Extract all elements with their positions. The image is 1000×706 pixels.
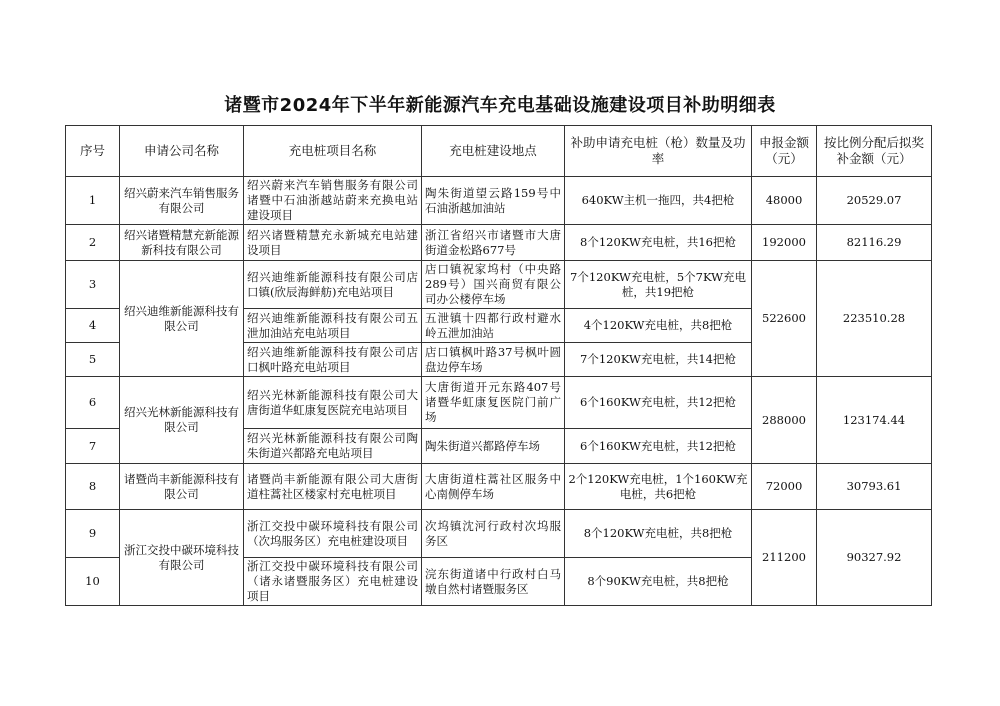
cell-project: 绍兴光林新能源科技有限公司陶朱街道兴都路充电站项目 bbox=[244, 429, 422, 464]
cell-amount: 211200 bbox=[752, 510, 817, 606]
header-subsidy: 按比例分配后拟奖补金额（元） bbox=[817, 126, 932, 177]
cell-company: 诸暨尚丰新能源科技有限公司 bbox=[120, 464, 244, 510]
cell-seq: 7 bbox=[66, 429, 120, 464]
header-project: 充电桩项目名称 bbox=[244, 126, 422, 177]
table-row bbox=[66, 225, 932, 261]
cell-seq: 8 bbox=[66, 464, 120, 510]
cell-seq: 4 bbox=[66, 309, 120, 343]
cell-count: 6个160KW充电桩，共12把枪 bbox=[565, 377, 752, 429]
cell-count: 8个120KW充电桩，共8把枪 bbox=[565, 510, 752, 558]
page-title: 诸暨市2024年下半年新能源汽车充电基础设施建设项目补助明细表 bbox=[224, 95, 776, 116]
cell-location: 陶朱街道兴都路停车场 bbox=[422, 429, 565, 464]
cell-company: 绍兴光林新能源科技有限公司 bbox=[120, 377, 244, 464]
header-count: 补助申请充电桩（枪）数量及功率 bbox=[565, 126, 752, 177]
cell-location: 大唐街道柱蒿社区服务中心南侧停车场 bbox=[422, 464, 565, 510]
cell-project: 诸暨尚丰新能源有限公司大唐街道柱蒿社区楼家村充电桩项目 bbox=[244, 464, 422, 510]
cell-amount: 192000 bbox=[752, 225, 817, 261]
cell-project: 绍兴迪维新能源科技有限公司店口镇(欣辰海鲜舫)充电站项目 bbox=[244, 261, 422, 309]
cell-location: 店口镇枫叶路37号枫叶圆盘边停车场 bbox=[422, 343, 565, 377]
table-row bbox=[66, 261, 932, 309]
cell-count: 7个120KW充电桩，5个7KW充电桩，共19把枪 bbox=[565, 261, 752, 309]
header-location: 充电桩建设地点 bbox=[422, 126, 565, 177]
cell-subsidy: 90327.92 bbox=[817, 510, 932, 606]
cell-location: 大唐街道开元东路407号诸暨华虹康复医院门前广场 bbox=[422, 377, 565, 429]
cell-company: 绍兴诸暨精慧充新能源新科技有限公司 bbox=[120, 225, 244, 261]
table-row bbox=[66, 377, 932, 429]
cell-amount: 288000 bbox=[752, 377, 817, 464]
cell-project: 绍兴迪维新能源科技有限公司五泄加油站充电站项目 bbox=[244, 309, 422, 343]
cell-location: 次坞镇沈河行政村次坞服务区 bbox=[422, 510, 565, 558]
cell-project: 浙江交投中碳环境科技有限公司（次坞服务区）充电桩建设项目 bbox=[244, 510, 422, 558]
cell-location: 浙江省绍兴市诸暨市大唐街道金松路677号 bbox=[422, 225, 565, 261]
cell-seq: 3 bbox=[66, 261, 120, 309]
cell-project: 绍兴迪维新能源科技有限公司店口枫叶路充电站项目 bbox=[244, 343, 422, 377]
cell-subsidy: 123174.44 bbox=[817, 377, 932, 464]
cell-seq: 2 bbox=[66, 225, 120, 261]
cell-seq: 10 bbox=[66, 558, 120, 606]
cell-location: 五泄镇十四都行政村避水岭五泄加油站 bbox=[422, 309, 565, 343]
table-header-row bbox=[66, 126, 932, 177]
table-row bbox=[66, 510, 932, 558]
cell-count: 640KW主机一拖四，共4把枪 bbox=[565, 177, 752, 225]
cell-count: 7个120KW充电桩，共14把枪 bbox=[565, 343, 752, 377]
cell-seq: 9 bbox=[66, 510, 120, 558]
cell-project: 绍兴蔚来汽车销售服务有限公司诸暨中石油浙越站蔚来充换电站建设项目 bbox=[244, 177, 422, 225]
cell-subsidy: 223510.28 bbox=[817, 261, 932, 377]
cell-seq: 6 bbox=[66, 377, 120, 429]
cell-project: 绍兴诸暨精慧充永新城充电站建设项目 bbox=[244, 225, 422, 261]
cell-subsidy: 30793.61 bbox=[817, 464, 932, 510]
cell-project: 浙江交投中碳环境科技有限公司（诸永诸暨服务区）充电桩建设项目 bbox=[244, 558, 422, 606]
cell-subsidy: 82116.29 bbox=[817, 225, 932, 261]
subsidy-table bbox=[65, 125, 932, 606]
cell-location: 浣东街道诸中行政村白马墩自然村诸暨服务区 bbox=[422, 558, 565, 606]
header-amount: 申报金额（元） bbox=[752, 126, 817, 177]
cell-amount: 522600 bbox=[752, 261, 817, 377]
cell-seq: 5 bbox=[66, 343, 120, 377]
cell-seq: 1 bbox=[66, 177, 120, 225]
cell-count: 8个90KW充电桩，共8把枪 bbox=[565, 558, 752, 606]
cell-count: 2个120KW充电桩，1个160KW充电桩，共6把枪 bbox=[565, 464, 752, 510]
table-row bbox=[66, 177, 932, 225]
header-seq: 序号 bbox=[66, 126, 120, 177]
cell-location: 陶朱街道望云路159号中石油浙越加油站 bbox=[422, 177, 565, 225]
cell-company: 绍兴蔚来汽车销售服务有限公司 bbox=[120, 177, 244, 225]
cell-location: 店口镇祝家坞村（中央路289号）国兴商贸有限公司办公楼停车场 bbox=[422, 261, 565, 309]
table-row bbox=[66, 464, 932, 510]
cell-company: 绍兴迪维新能源科技有限公司 bbox=[120, 261, 244, 377]
cell-amount: 48000 bbox=[752, 177, 817, 225]
cell-amount: 72000 bbox=[752, 464, 817, 510]
cell-count: 6个160KW充电桩，共12把枪 bbox=[565, 429, 752, 464]
cell-subsidy: 20529.07 bbox=[817, 177, 932, 225]
cell-count: 4个120KW充电桩，共8把枪 bbox=[565, 309, 752, 343]
cell-project: 绍兴光林新能源科技有限公司大唐街道华虹康复医院充电站项目 bbox=[244, 377, 422, 429]
cell-count: 8个120KW充电桩，共16把枪 bbox=[565, 225, 752, 261]
cell-company: 浙江交投中碳环境科技有限公司 bbox=[120, 510, 244, 606]
header-company: 申请公司名称 bbox=[120, 126, 244, 177]
